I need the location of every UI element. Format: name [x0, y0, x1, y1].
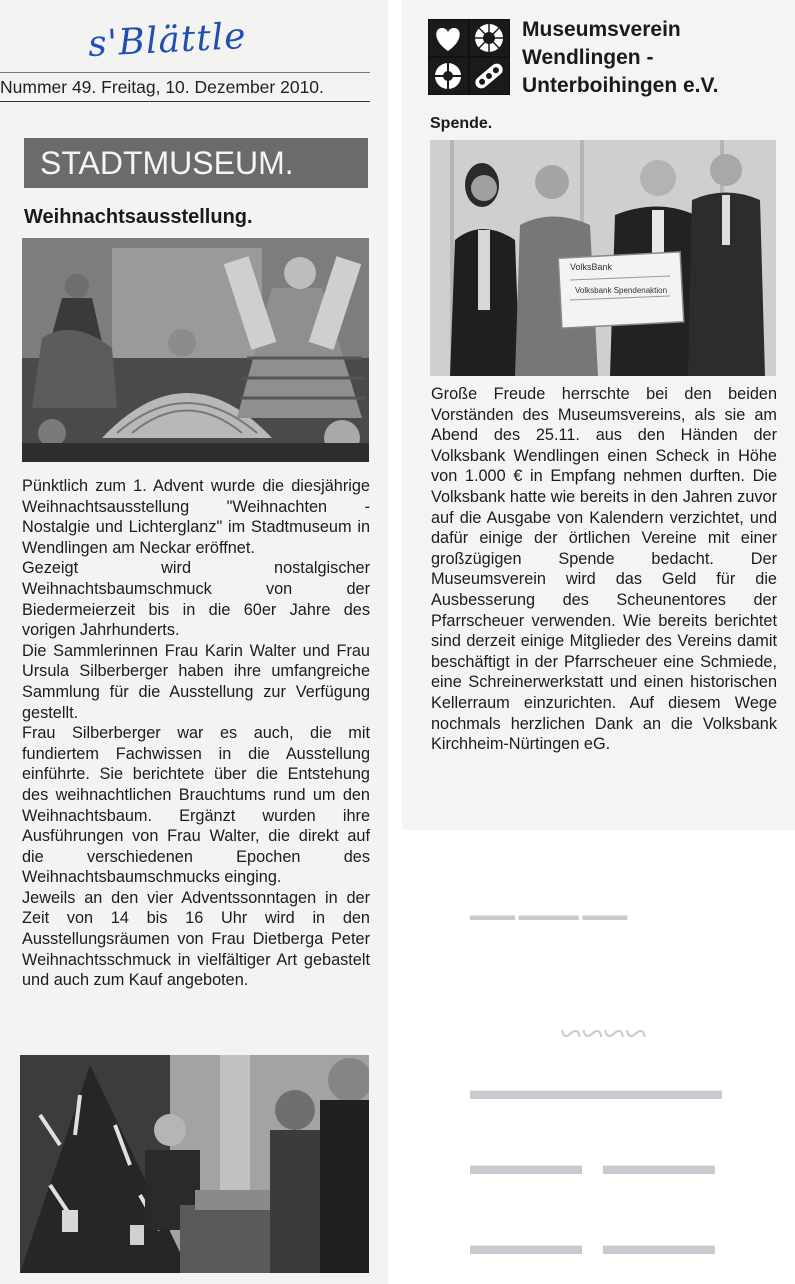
paragraph: Pünktlich zum 1. Advent wurde die diesjährige Weihnachtsausstellung "Weihnachten - Nostalgie und Lichterglanz" im Stadtmuseum in Wendlingen am Neckar eröffnet.	[22, 477, 370, 557]
check-text: Volksbank Spendenaktion	[575, 286, 668, 295]
photo-check-handover	[430, 140, 776, 376]
bleed-through-mark: ▬▬▬▬ ▬▬▬▬	[470, 1150, 715, 1181]
top-rule	[0, 72, 370, 73]
bleed-through-mark: ▬▬▬▬▬▬▬▬▬	[470, 1075, 722, 1106]
issue-line: Nummer 49. Freitag, 10. Dezember 2010.	[0, 77, 370, 102]
bleed-through-mark: ▬▬▬ ▬▬▬▬ ▬▬▬	[470, 908, 628, 924]
bleed-through-mark: ~~~~	[560, 1011, 647, 1056]
paragraph: Gezeigt wird nostalgischer Weihnachtsbaumschmuck von der Biedermeierzeit bis in die 60er Jahre des vorigen Jahrhunderts.	[22, 559, 370, 640]
article-body-left	[22, 476, 370, 991]
organization-name	[522, 16, 718, 100]
check-bank-label: VolksBank	[570, 262, 613, 272]
org-name-line: Wendlingen -	[522, 46, 654, 69]
article-body-right	[431, 384, 777, 755]
photo-christmas-angels	[22, 238, 369, 462]
article-kicker: Spende.	[430, 115, 493, 132]
article-title: Weihnachtsausstellung.	[24, 206, 253, 228]
org-name-line: Unterboihingen e.V.	[522, 74, 719, 97]
photo-christmas-tree-visitors	[20, 1055, 369, 1273]
org-name-line: Museumsverein	[522, 18, 681, 41]
section-heading: STADTMUSEUM.	[24, 138, 368, 188]
bleed-through-mark: ▬▬▬▬ ▬▬▬▬	[470, 1230, 715, 1261]
paragraph: Jeweils an den vier Adventssonntagen in der Zeit von 14 bis 16 Uhr wird in den Ausstellungsräumen von Frau Dietberga Peter Weihnachtsschmuck in vielfältiger Art gebastelt und auch zum Kauf angeboten.	[22, 888, 370, 990]
handwritten-label: s'Blättle	[87, 15, 248, 66]
paragraph: Große Freude herrschte bei den beiden Vorständen des Museumsvereins, als sie am Abend des 25.11. aus den Händen der Volksbank Wendlingen einen Scheck in Höhe von 1.000 € in Empfang nehmen durften. Die Volksbank hatte wie bereits in den Jahren zuvor auf die Ausgabe von Kalendern verzichtet, und dafür einige der örtlichen Vereine mit einer großzügigen Spende bedacht. Der Museumsverein wird das Geld für die Ausbesserung des Scheunentores der Pfarrscheuer verwenden. Wie bereits berichtet sind derzeit einige Mitglieder des Vereins damit beschäftigt in der Pfarrscheuer eine Schmiede, eine Schreinerwerkstatt und einen historischen Kellerraum einzurichten. Auf diesem Wege nochmals herzlichen Dank an die Volksbank Kirchheim-Nürtingen eG.	[431, 385, 777, 754]
paragraph: Die Sammlerinnen Frau Karin Walter und Frau Ursula Silberberger haben ihre umfangreiche Sammlung für die Ausstellung zur Verfügung gestellt.	[22, 641, 370, 722]
paragraph: Frau Silberberger war es auch, die mit fundiertem Fachwissen in die Ausstellung einführte. Sie berichtete über die Entstehung des weihnachtlichen Brauchtums rund um den Weihnachtsbaum. Ergänzt wurden ihre Ausführungen von Frau Walter, die direkt auf die verschiedenen Epochen des Weihnachtsbaumschmucks einging.	[22, 724, 370, 887]
museumsverein-logo-icon	[428, 19, 510, 95]
